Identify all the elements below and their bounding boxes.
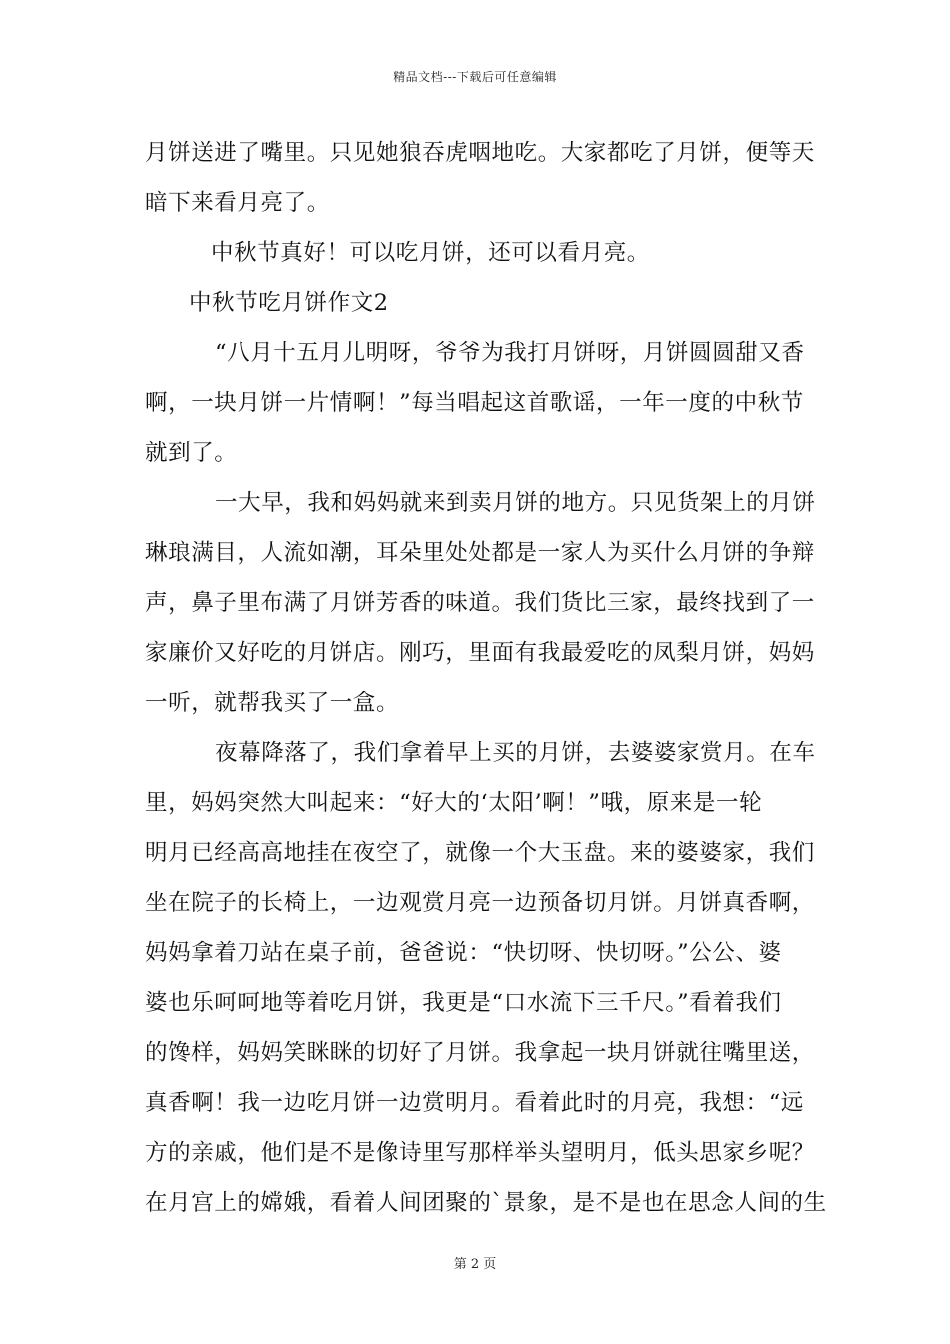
paragraph-line: 一听，就帮我买了一盒。 [145, 690, 400, 716]
paragraph-line: 啊，一块月饼一片情啊！”每当唱起这首歌谣，一年一度的中秋节 [145, 390, 804, 416]
paragraph-line: 妈妈拿着刀站在桌子前，爸爸说：“快切呀、快切呀。”公公、婆 [145, 940, 782, 966]
paragraph-line: 夜幕降落了，我们拿着早上买的月饼，去婆婆家赏月。在车 [215, 740, 816, 766]
paragraph-line: 声，鼻子里布满了月饼芳香的味道。我们货比三家，最终找到了一 [145, 590, 815, 616]
paragraph-line: 暗下来看月亮了。 [145, 190, 330, 216]
paragraph-line: 婆也乐呵呵地等着吃月饼，我更是“口水流下三千尺。”看着我们 [145, 990, 782, 1016]
paragraph-line: 在月宫上的嫦娥，看着人间团聚的`景象，是不是也在思念人间的生 [145, 1190, 827, 1216]
paragraph-line: 家廉价又好吃的月饼店。刚巧，里面有我最爱吃的凤梨月饼，妈妈 [145, 640, 815, 666]
paragraph-line: 中秋节真好！可以吃月饼，还可以看月亮。 [211, 240, 650, 266]
page-header: 精品文档---下载后可任意编辑 [393, 70, 557, 84]
page-number: 第 2 页 [453, 1257, 497, 1272]
paragraph-line: 坐在院子的长椅上，一边观赏月亮一边预备切月饼。月饼真香啊， [145, 890, 815, 916]
paragraph-line: 真香啊！我一边吃月饼一边赏明月。看着此时的月亮，我想：“远 [145, 1090, 804, 1116]
paragraph-line: 的馋样，妈妈笑眯眯的切好了月饼。我拿起一块月饼就往嘴里送， [145, 1040, 815, 1066]
paragraph-line: “八月十五月儿明呀，爷爷为我打月饼呀，月饼圆圆甜又香 [215, 340, 805, 366]
paragraph-line: 琳琅满目，人流如潮，耳朵里处处都是一家人为买什么月饼的争辩 [145, 540, 815, 566]
paragraph-line: 明月已经高高地挂在夜空了，就像一个大玉盘。来的婆婆家，我们 [145, 840, 815, 866]
section-heading: 中秋节吃月饼作文2 [189, 290, 389, 316]
paragraph-line: 月饼送进了嘴里。只见她狼吞虎咽地吃。大家都吃了月饼，便等天 [145, 140, 815, 166]
paragraph-line: 方的亲戚，他们是不是像诗里写那样举头望明月，低头思家乡呢？ [145, 1140, 815, 1166]
paragraph-line: 就到了。 [145, 440, 238, 466]
document-body [145, 128, 827, 1228]
paragraph-line: 里，妈妈突然大叫起来：“好大的‘太阳’啊！”哦，原来是一轮 [145, 790, 763, 816]
paragraph-line: 一大早，我和妈妈就来到卖月饼的地方。只见货架上的月饼 [215, 490, 816, 516]
